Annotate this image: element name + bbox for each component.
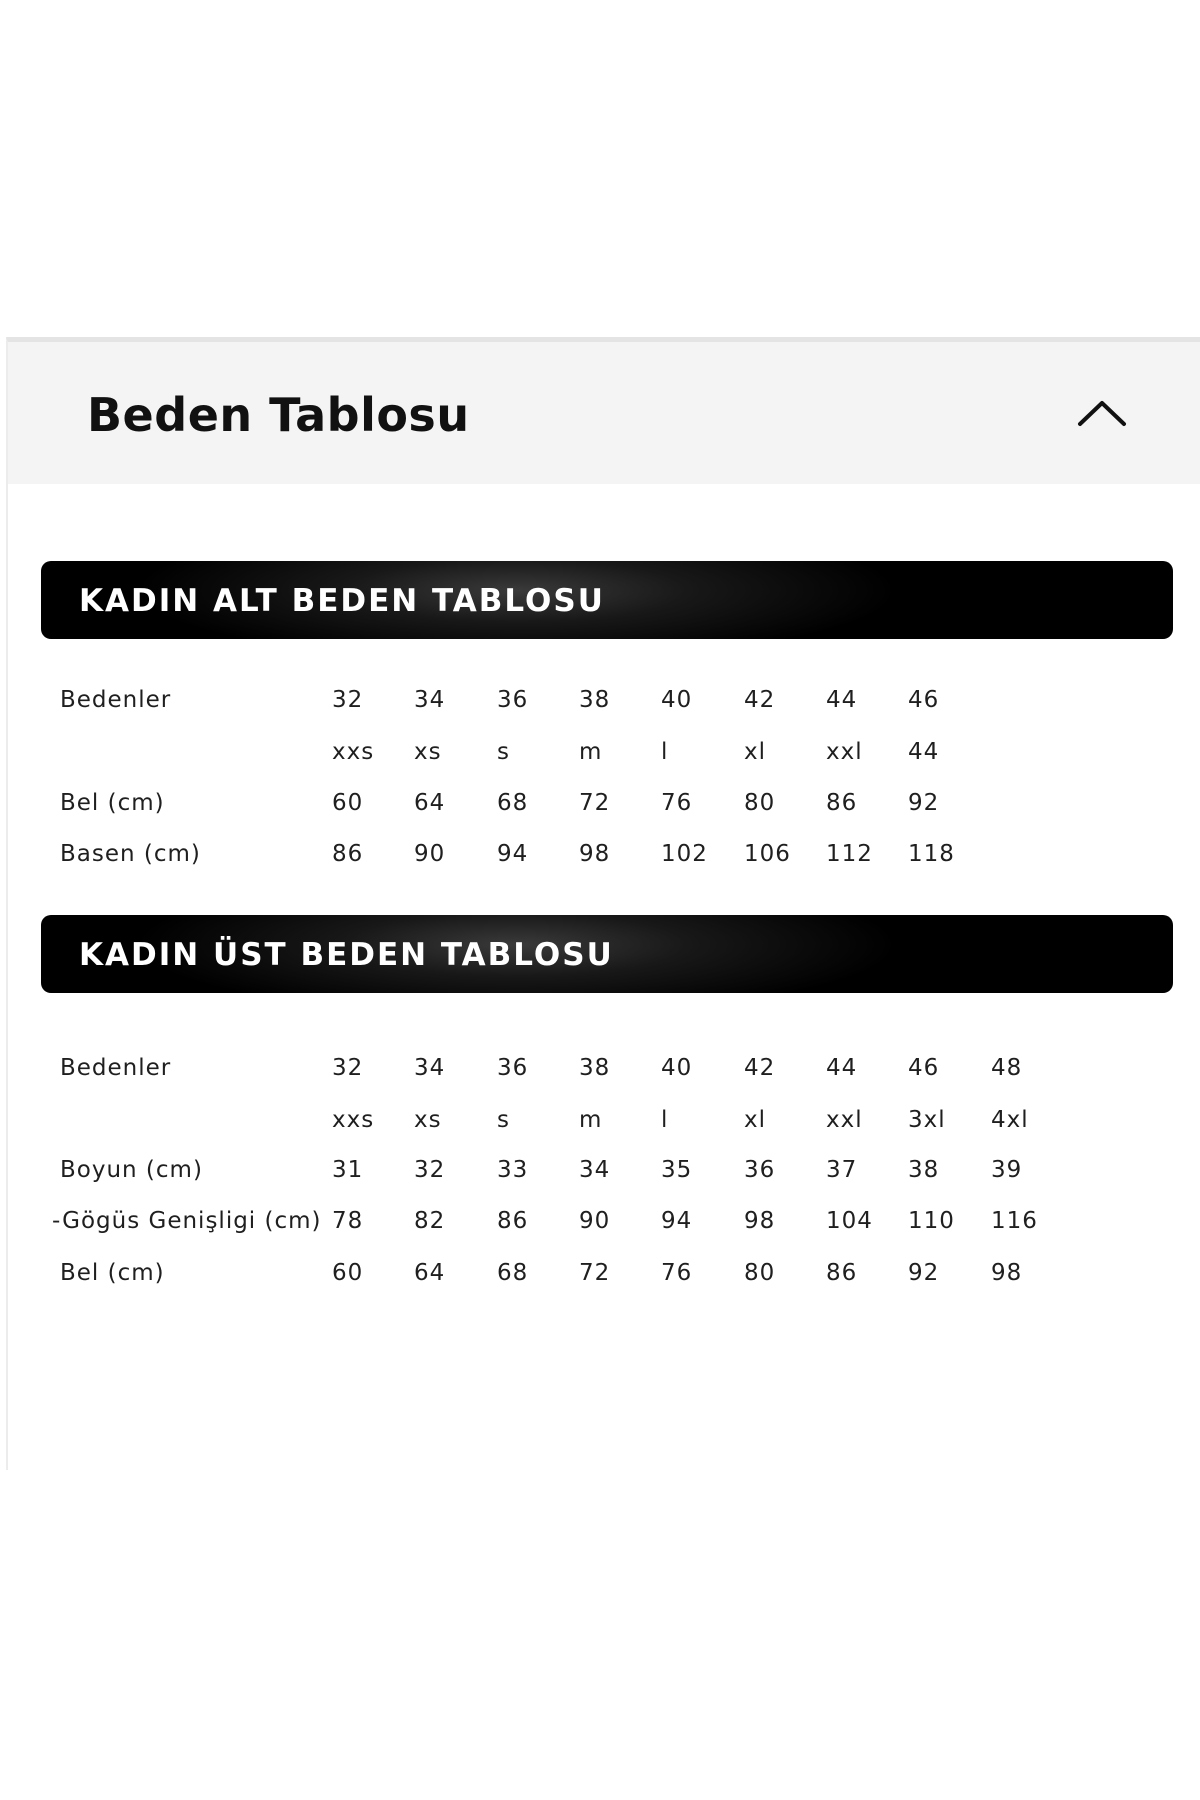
table-cell: 98 xyxy=(991,1260,1023,1286)
table-cell: 64 xyxy=(414,1260,446,1286)
table-cell: xxs xyxy=(332,1107,375,1133)
table-cell: 90 xyxy=(579,1208,611,1234)
table-cell: 46 xyxy=(908,687,940,713)
table-cell: 60 xyxy=(332,790,364,816)
table-cell: 36 xyxy=(497,687,529,713)
table-cell: 48 xyxy=(991,1055,1023,1081)
table-cell: 90 xyxy=(414,841,446,867)
table-cell: 3xl xyxy=(908,1107,946,1133)
table-cell: 36 xyxy=(497,1055,529,1081)
table-cell: 32 xyxy=(414,1157,446,1183)
table-cell: xl xyxy=(744,1107,767,1133)
table-cell: 80 xyxy=(744,790,776,816)
row-label: Bedenler xyxy=(60,687,172,713)
row-label: Bel (cm) xyxy=(60,1260,165,1286)
table-cell: 72 xyxy=(579,790,611,816)
table-cell: 31 xyxy=(332,1157,364,1183)
table-cell: s xyxy=(497,1107,510,1133)
table-cell: 38 xyxy=(908,1157,940,1183)
table-cell: 32 xyxy=(332,687,364,713)
table-cell: 40 xyxy=(661,1055,693,1081)
table-row xyxy=(8,1107,1200,1141)
table-cell: 38 xyxy=(579,687,611,713)
table-cell: 98 xyxy=(744,1208,776,1234)
table-cell: 32 xyxy=(332,1055,364,1081)
row-label: Bel (cm) xyxy=(60,790,165,816)
table-cell: 34 xyxy=(414,687,446,713)
table-cell: 94 xyxy=(497,841,529,867)
table-cell: xl xyxy=(744,739,767,765)
table-cell: 82 xyxy=(414,1208,446,1234)
table-cell: 86 xyxy=(826,1260,858,1286)
table-row xyxy=(8,1157,1200,1191)
table-row xyxy=(8,1208,1200,1242)
table-cell: 34 xyxy=(414,1055,446,1081)
table-banner-alt xyxy=(41,561,1173,639)
table-cell: 40 xyxy=(661,687,693,713)
table-cell: 92 xyxy=(908,790,940,816)
table-cell: 42 xyxy=(744,687,776,713)
table-cell: 80 xyxy=(744,1260,776,1286)
table-row xyxy=(8,841,1200,875)
table-cell: 4xl xyxy=(991,1107,1029,1133)
table-row xyxy=(8,790,1200,824)
table-cell: 33 xyxy=(497,1157,529,1183)
table-cell: 86 xyxy=(826,790,858,816)
table-cell: 38 xyxy=(579,1055,611,1081)
table-cell: 86 xyxy=(332,841,364,867)
table-cell: 46 xyxy=(908,1055,940,1081)
size-chart-panel xyxy=(6,337,1200,1470)
table-cell: 98 xyxy=(579,841,611,867)
table-cell: 112 xyxy=(826,841,873,867)
table-cell: m xyxy=(579,739,603,765)
table-cell: xxs xyxy=(332,739,375,765)
table-cell: 106 xyxy=(744,841,791,867)
table-cell: 64 xyxy=(414,790,446,816)
table-cell: 68 xyxy=(497,790,529,816)
table-cell: 94 xyxy=(661,1208,693,1234)
table-cell: 92 xyxy=(908,1260,940,1286)
row-label: Bedenler xyxy=(60,1055,172,1081)
table-cell: 60 xyxy=(332,1260,364,1286)
table-cell: xxl xyxy=(826,1107,863,1133)
table-cell: l xyxy=(661,739,669,765)
row-label: Basen (cm) xyxy=(60,841,201,867)
table-cell: 76 xyxy=(661,1260,693,1286)
table-cell: 78 xyxy=(332,1208,364,1234)
row-label: -Gögüs Genişligi (cm) xyxy=(52,1208,322,1234)
table-cell: xs xyxy=(414,1107,442,1133)
table-cell: 37 xyxy=(826,1157,858,1183)
table-row xyxy=(8,739,1200,773)
table-cell: 118 xyxy=(908,841,955,867)
table-cell: xxl xyxy=(826,739,863,765)
table-cell: 42 xyxy=(744,1055,776,1081)
table-row xyxy=(8,1055,1200,1089)
table-cell: 110 xyxy=(908,1208,955,1234)
table-cell: s xyxy=(497,739,510,765)
table-cell: 44 xyxy=(826,687,858,713)
table-cell: m xyxy=(579,1107,603,1133)
table-cell: 76 xyxy=(661,790,693,816)
table-cell: 36 xyxy=(744,1157,776,1183)
accordion-header[interactable] xyxy=(8,342,1200,484)
table-cell: 102 xyxy=(661,841,708,867)
table-cell: xs xyxy=(414,739,442,765)
table-row xyxy=(8,1260,1200,1294)
table-cell: l xyxy=(661,1107,669,1133)
table-cell: 44 xyxy=(908,739,940,765)
table-cell: 86 xyxy=(497,1208,529,1234)
row-label: Boyun (cm) xyxy=(60,1157,203,1183)
table-cell: 68 xyxy=(497,1260,529,1286)
table-cell: 72 xyxy=(579,1260,611,1286)
table-row xyxy=(8,687,1200,721)
table-cell: 104 xyxy=(826,1208,873,1234)
table-title: KADIN ALT BEDEN TABLOSU xyxy=(79,583,605,619)
table-cell: 34 xyxy=(579,1157,611,1183)
table-cell: 44 xyxy=(826,1055,858,1081)
table-title: KADIN ÜST BEDEN TABLOSU xyxy=(79,937,614,973)
table-banner-ust xyxy=(41,915,1173,993)
table-cell: 39 xyxy=(991,1157,1023,1183)
table-cell: 116 xyxy=(991,1208,1038,1234)
table-cell: 35 xyxy=(661,1157,693,1183)
accordion-title: Beden Tablosu xyxy=(87,388,470,442)
chevron-up-icon[interactable] xyxy=(1076,398,1128,428)
